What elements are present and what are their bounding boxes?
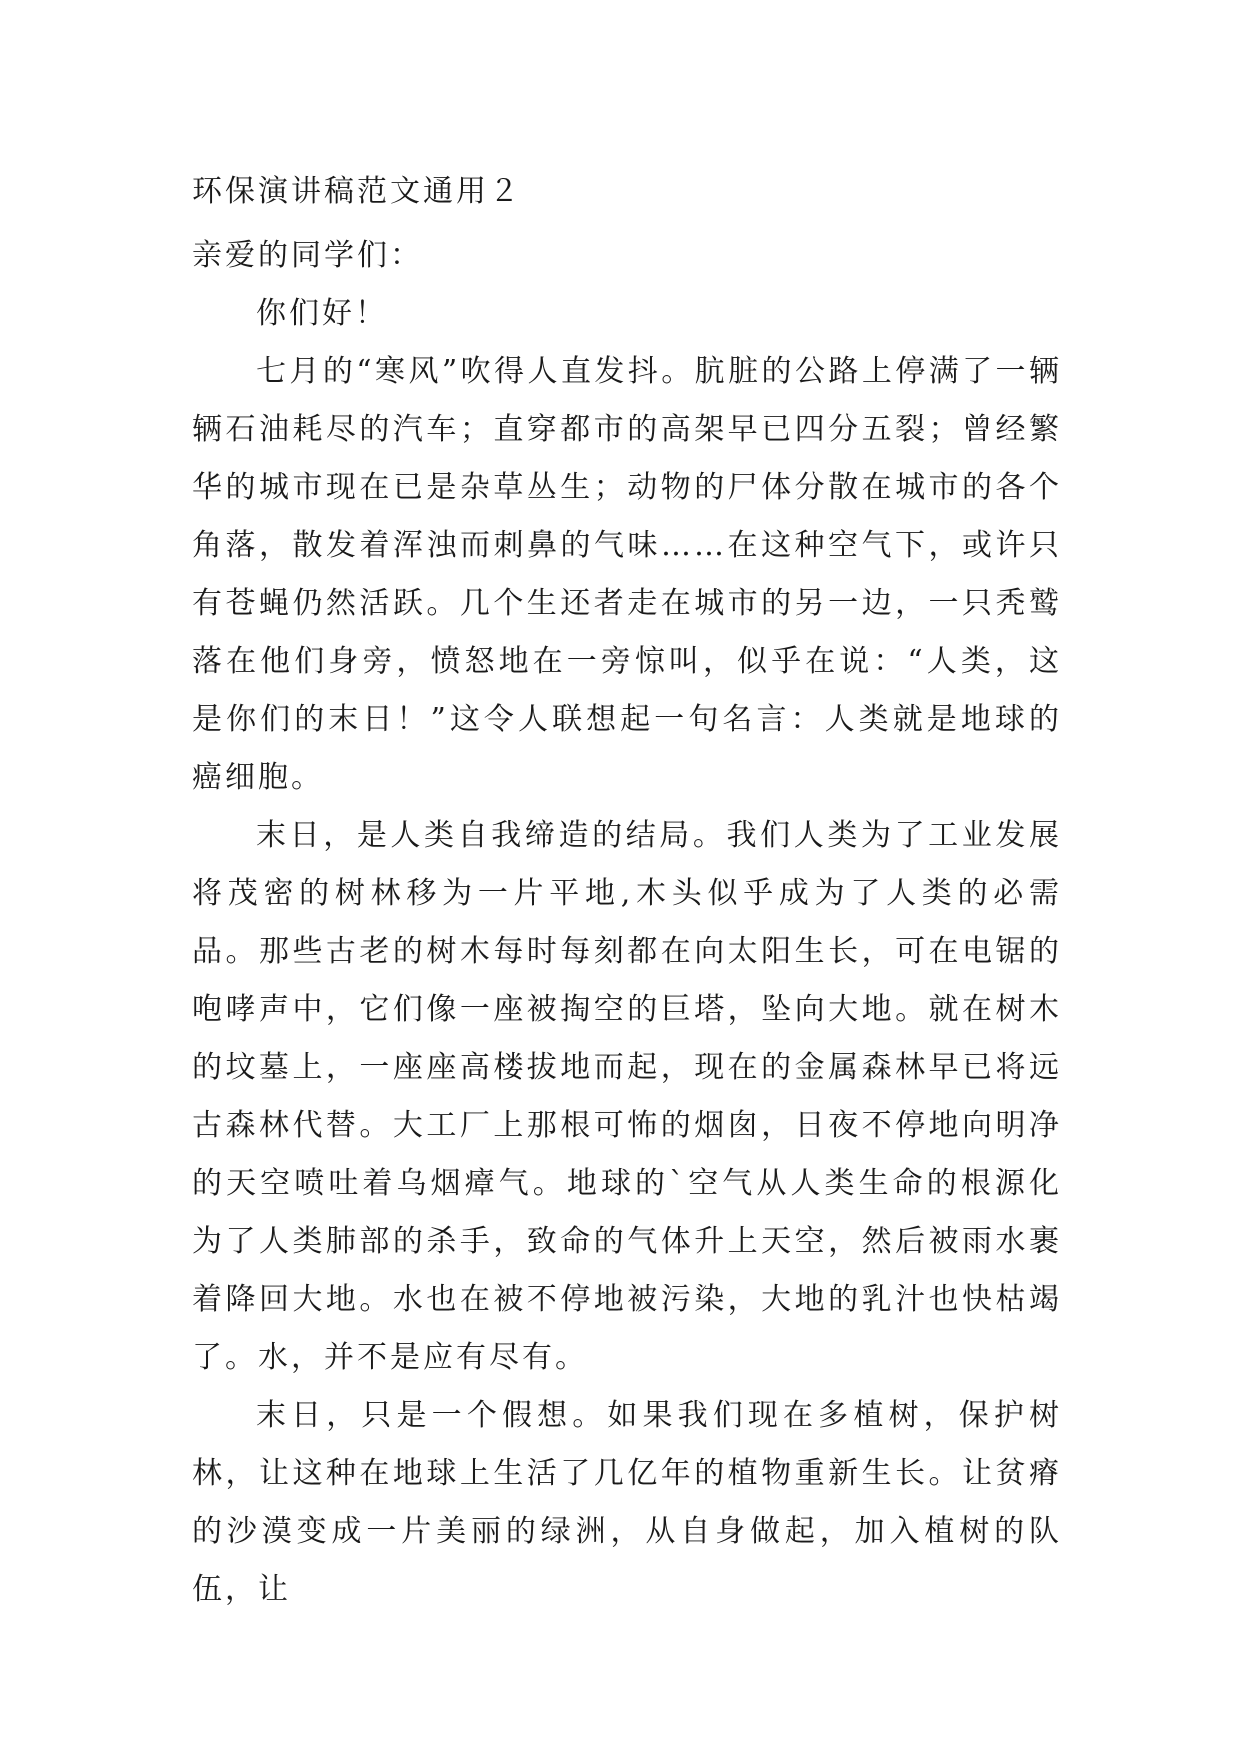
paragraph-greeting: 你们好！ xyxy=(256,296,388,331)
salutation: 亲爱的同学们： xyxy=(192,238,423,273)
document-title: 环保演讲稿范文通用２ xyxy=(192,174,522,209)
paragraph-human-cause: 末日，是人类自我缔造的结局。我们人类为了工业发展将茂密的树林移为一片平地,木头似乎成为了人类的必需品。那些古老的树木每时每刻都在向太阳生长，可在电锯的咆哮声中，它们像一座被掏空的巨塔，坠向大地。就在树木的坟墓上，一座座高楼拔地而起，现在的金属森林早已将远古森林代替。大工厂上那根可怖的烟囱，日夜不停地向明净的天空喷吐着乌烟瘴气。地球的`空气从人类生命的根源化为了人类肺部的杀手，致命的气体升上天空，然后被雨水裹着降回大地。水也在被不停地被污染，大地的乳汁也快枯竭了。水，并不是应有尽有。 xyxy=(192,818,1062,1375)
paragraph-hypothesis: 末日，只是一个假想。如果我们现在多植树，保护树林，让这种在地球上生活了几亿年的植物重新生长。让贫瘠的沙漠变成一片美丽的绿洲，从自身做起，加入植树的队伍，让 xyxy=(192,1398,1062,1607)
paragraph-doomsday-scene: 七月的“寒风”吹得人直发抖。肮脏的公路上停满了一辆辆石油耗尽的汽车；直穿都市的高架早已四分五裂；曾经繁华的城市现在已是杂草丛生；动物的尸体分散在城市的各个角落，散发着浑浊而刺鼻的气味……在这种空气下，或许只有苍蝇仍然活跃。几个生还者走在城市的另一边，一只秃鹫落在他们身旁，愤怒地在一旁惊叫，似乎在说：“人类，这是你们的末日！”这令人联想起一句名言：人类就是地球的癌细胞。 xyxy=(192,354,1062,795)
document-body xyxy=(192,163,1062,1619)
